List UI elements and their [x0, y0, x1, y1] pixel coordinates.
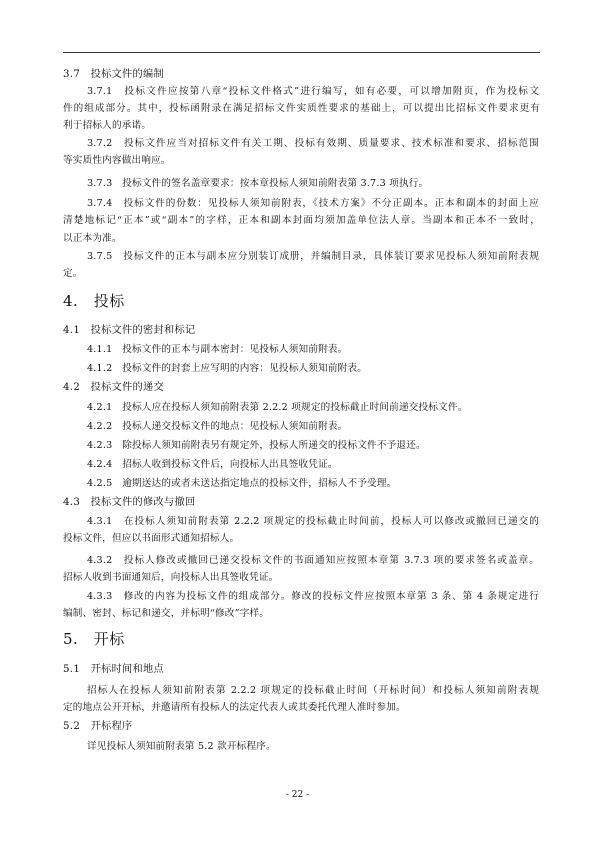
section-heading-4-2: 4.2 投标文件的递交 [63, 382, 165, 393]
paragraph-line: 招标人收到书面通知后，向投标人出具签收凭证。 [63, 572, 279, 583]
paragraph-line: 清楚地标记“正本”或“副本”的字样，正本和副本封面均须加盖单位法人章。当副本和正本不一致时， [63, 215, 540, 226]
paragraph-line: 3.7.2 投标文件应当对招标文件有关工期、投标有效期、质量要求、技术标准和要求、招标范围 [87, 138, 539, 149]
paragraph-line: 定的地点公开开标，并邀请所有投标人的法定代表人或其委托代理人准时参加。 [63, 702, 406, 713]
paragraph-line: 3.7.1 投标文件应按第八章“投标文件格式”进行编写，如有必要，可以增加附页，作为投标文 [87, 86, 539, 97]
section-heading-5-2: 5.2 开标程序 [63, 721, 133, 732]
paragraph-line: 招标人在投标人须知前附表第 2.2.2 项规定的投标截止时间（开标时间）和投标人须知前附表规 [87, 685, 539, 696]
chapter-heading-4: 4. 投标 [63, 292, 125, 310]
paragraph-line: 以正本为准。 [63, 233, 122, 244]
paragraph-line: 利于招标人的承诺。 [63, 120, 152, 131]
page-number: - 22 - [285, 790, 310, 800]
paragraph-line: 编制、密封、标记和递交，并标明“修改”字样。 [63, 608, 270, 619]
paragraph-line: 等实质性内容做出响应。 [63, 155, 171, 166]
section-heading-4-1: 4.1 投标文件的密封和标记 [63, 325, 196, 336]
paragraph-line: 投标文件，但应以书面形式通知招标人。 [63, 533, 240, 544]
paragraph-line: 4.2.3 除投标人须知前附表另有规定外，投标人所递交的投标文件不予退还。 [87, 440, 426, 451]
paragraph-line: 件的组成部分。其中，投标函附录在满足招标文件实质性要求的基础上，可以提出比招标文件要求更有 [63, 103, 540, 114]
section-heading-3-7: 3.7 投标文件的编制 [63, 69, 165, 80]
section-heading-5-1: 5.1 开标时间和地点 [63, 664, 165, 675]
chapter-heading-5: 5. 开标 [63, 630, 125, 648]
paragraph-line: 3.7.5 投标文件的正本与副本应分别装订成册，并编制目录，具体装订要求见投标人须知前附表规 [87, 251, 539, 262]
paragraph-line: 4.3.3 修改的内容为投标文件的组成部分。修改的投标文件应按照本章第 3 条、第 4 条规定进行 [87, 591, 539, 602]
paragraph-line: 4.1.1 投标文件的正本与副本密封：见投标人须知前附表。 [87, 344, 348, 355]
paragraph-line: 3.7.3 投标文件的签名盖章要求：按本章投标人须知前附表第 3.7.3 项执行。 [87, 178, 429, 189]
paragraph-line: 3.7.4 投标文件的份数：见投标人须知前附表，《技术方案》不分正副本。正本和副本的封面上应 [87, 198, 539, 209]
paragraph-line: 4.2.2 投标人递交投标文件的地点：见投标人须知前附表。 [87, 421, 348, 432]
section-heading-4-3: 4.3 投标文件的修改与撤回 [63, 497, 196, 508]
header-rule [63, 52, 540, 53]
paragraph-line: 4.1.2 投标文件的封套上应写明的内容：见投标人须知前附表。 [87, 363, 368, 374]
paragraph-line: 4.3.2 投标人修改或撤回已递交投标文件的书面通知应按照本章第 3.7.3 项的要求签名或盖章。 [87, 555, 539, 566]
paragraph-line: 4.2.4 招标人收到投标文件后，向投标人出具签收凭证。 [87, 459, 338, 470]
paragraph-line: 4.2.1 投标人应在投标人须知前附表第 2.2.2 项规定的投标截止时间前递交投标文件。 [87, 402, 468, 413]
paragraph-line: 4.2.5 逾期送达的或者未送达指定地点的投标文件，招标人不予受理。 [87, 478, 397, 489]
paragraph-line: 4.3.1 在投标人须知前附表第 2.2.2 项规定的投标截止时间前，投标人可以修改或撤回已递交的 [87, 516, 539, 527]
paragraph-line: 详见投标人须知前附表第 5.2 款开标程序。 [87, 741, 276, 752]
paragraph-line: 定。 [63, 268, 83, 279]
